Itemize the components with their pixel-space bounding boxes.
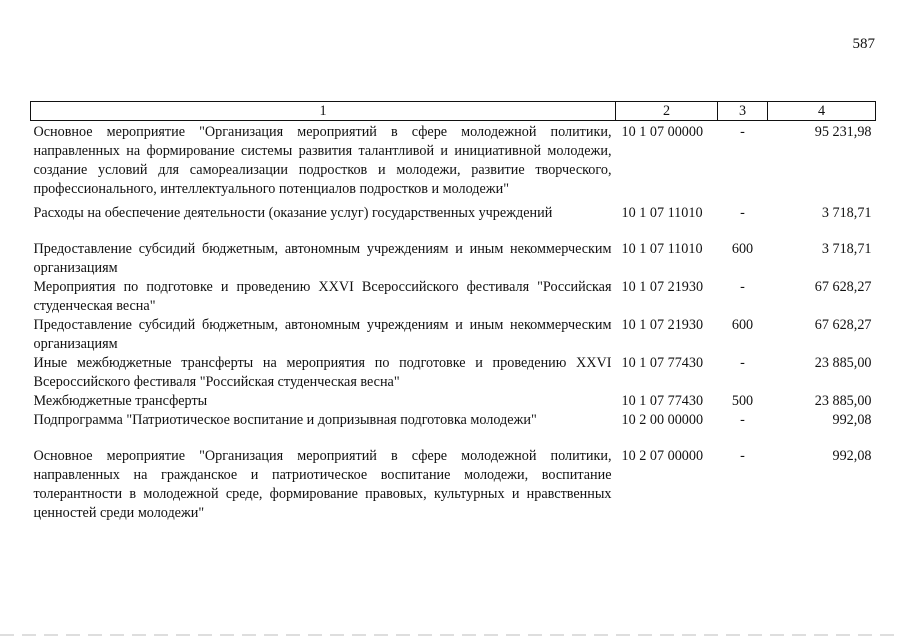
row-name: Расходы на обеспечение деятельности (оказание услуг) государственных учреждений	[33, 205, 553, 221]
row-name: Предоставление субсидий бюджетным, автономным учреждениям и иным некоммерческим организациям	[33, 317, 612, 352]
column-header-3: 3	[718, 102, 768, 121]
row-code: 10 1 07 77430	[621, 393, 704, 409]
row-name: Основное мероприятие "Организация мероприятий в сфере молодежной политики, направленных на гражданское и патриотическое воспитание молодежи, воспитание толерантности в молодежной среде, формирование правовых, культурных и нравственных ценностей среди молодежи"	[33, 448, 612, 521]
table-header-row	[31, 102, 876, 121]
table-row	[31, 204, 876, 240]
column-header-1: 1	[31, 102, 616, 121]
row-type: 500	[731, 393, 754, 409]
table-row	[31, 447, 876, 523]
budget-table	[30, 101, 876, 523]
row-code: 10 1 07 77430	[621, 355, 704, 371]
row-amount: 67 628,27	[814, 317, 872, 333]
table-row	[31, 240, 876, 278]
row-type: -	[740, 124, 745, 140]
row-code: 10 1 07 11010	[621, 241, 703, 257]
row-code: 10 1 07 21930	[621, 317, 704, 333]
table-row	[31, 316, 876, 354]
row-name: Мероприятия по подготовке и проведению XXVI Всероссийского фестиваля "Российская студенческая весна"	[33, 279, 612, 314]
table-row	[31, 354, 876, 392]
row-amount: 67 628,27	[814, 279, 872, 295]
table-row	[31, 392, 876, 411]
row-type: -	[740, 279, 745, 295]
row-type: -	[740, 205, 745, 221]
table-row	[31, 411, 876, 447]
row-name: Межбюджетные трансферты	[33, 393, 208, 409]
row-amount: 992,08	[832, 412, 872, 428]
row-code: 10 2 00 00000	[621, 412, 704, 428]
row-code: 10 1 07 11010	[621, 205, 703, 221]
table-row	[31, 121, 876, 205]
row-name: Предоставление субсидий бюджетным, автономным учреждениям и иным некоммерческим организациям	[33, 241, 612, 276]
row-amount: 23 885,00	[814, 393, 872, 409]
row-type: -	[740, 355, 745, 371]
row-amount: 3 718,71	[821, 241, 872, 257]
row-name: Иные межбюджетные трансферты на мероприятия по подготовке и проведению XXVI Всероссийского фестиваля "Российская студенческая весна"	[33, 355, 612, 390]
table-row	[31, 278, 876, 316]
row-amount: 23 885,00	[814, 355, 872, 371]
row-name: Основное мероприятие "Организация мероприятий в сфере молодежной политики, направленных на формирование системы развития талантливой и инициативной молодежи, создание условий для самореализации подростков и молодежи, развитие творческого, профессионального, интеллектуального потенциалов подростков и молодежи"	[33, 124, 612, 197]
row-type: 600	[731, 241, 754, 257]
column-header-2: 2	[616, 102, 718, 121]
row-type: -	[740, 412, 745, 428]
page-number: 587	[852, 36, 875, 52]
column-header-4: 4	[768, 102, 876, 121]
row-type: -	[740, 448, 745, 464]
row-name: Подпрограмма "Патриотическое воспитание и допризывная подготовка молодежи"	[33, 412, 537, 428]
row-amount: 95 231,98	[814, 124, 872, 140]
row-code: 10 2 07 00000	[621, 448, 704, 464]
row-type: 600	[731, 317, 754, 333]
row-code: 10 1 07 00000	[621, 124, 704, 140]
row-amount: 3 718,71	[821, 205, 872, 221]
scan-edge-artifact	[0, 634, 899, 636]
row-amount: 992,08	[832, 448, 872, 464]
row-code: 10 1 07 21930	[621, 279, 704, 295]
